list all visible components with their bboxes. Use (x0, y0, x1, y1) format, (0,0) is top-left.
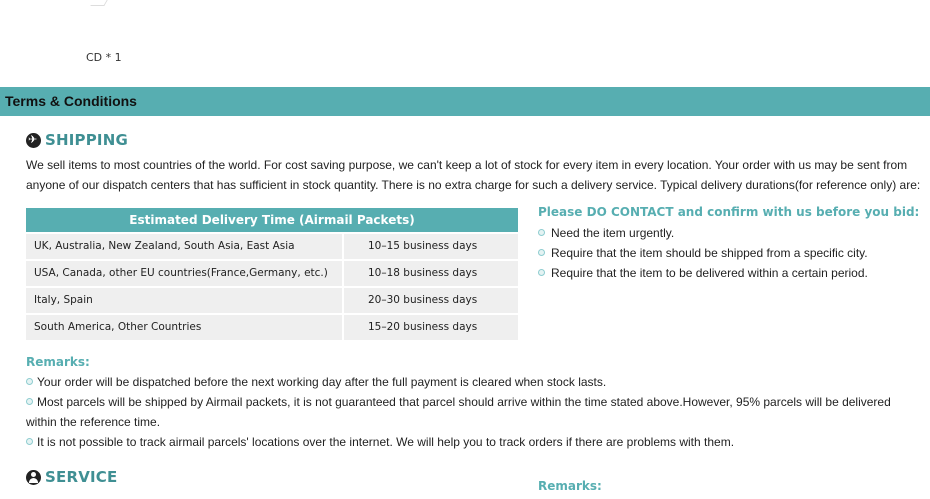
shipping-heading (26, 131, 128, 149)
list-item (26, 432, 916, 452)
region-cell: South America, Other Countries (26, 315, 342, 340)
time-cell: 10–15 business days (344, 234, 518, 259)
bullet-icon (538, 269, 545, 276)
shipping-remarks (26, 354, 916, 452)
time-cell: 20–30 business days (344, 288, 518, 313)
service-title: SERVICE (45, 468, 118, 486)
terms-title: Terms & Conditions (5, 93, 137, 109)
list-item (26, 372, 916, 392)
list-item-text: Most parcels will be shipped by Airmail packets, it is not guaranteed that parcel should arrive within the time stated above.However, 95% parcels will be delivered within the reference time. (26, 395, 891, 429)
support-person-icon (26, 470, 41, 485)
table-row (26, 288, 518, 313)
service-remarks-title: Remarks: (538, 479, 602, 493)
bullet-icon (538, 229, 545, 236)
time-cell: 10–18 business days (344, 261, 518, 286)
shipping-title: SHIPPING (45, 131, 128, 149)
region-cell: USA, Canada, other EU countries(France,Germany, etc.) (26, 261, 342, 286)
delivery-table (26, 208, 518, 340)
table-row (26, 315, 518, 340)
terms-header-bar (0, 87, 930, 116)
list-item-text: It is not possible to track airmail parcels' locations over the internet. We will help you to track orders if there are problems with them. (37, 435, 735, 449)
bullet-icon (26, 438, 33, 445)
remarks-list (26, 372, 916, 452)
package-contents: CD * 1 (86, 51, 122, 64)
contact-title: Please DO CONTACT and confirm with us before you bid: (538, 205, 920, 219)
service-heading (26, 468, 117, 486)
bullet-icon (538, 249, 545, 256)
list-item-text: Your order will be dispatched before the next working day after the full payment is cleared when stock lasts. (37, 375, 607, 389)
bullet-icon (26, 378, 33, 385)
delivery-table-header: Estimated Delivery Time (Airmail Packets) (26, 208, 518, 232)
bullet-icon (26, 398, 33, 405)
time-cell: 15–20 business days (344, 315, 518, 340)
list-item-text: Need the item urgently. (551, 226, 675, 240)
remarks-title: Remarks: (26, 355, 90, 369)
shipping-intro: We sell items to most countries of the world. For cost saving purpose, we can't keep a lot of stock for every item in every location. Your order with us may be sent from anyone of our dispatch centers that has sufficient in stock quantity. There is no extra charge for such a delivery service. Typical delivery durations(for reference only) are: (26, 158, 921, 192)
table-row (26, 261, 518, 286)
contact-notice (538, 205, 919, 283)
list-item (538, 263, 919, 283)
image-fragment (90, 0, 107, 6)
airplane-icon: ✈ (26, 133, 41, 148)
list-item (26, 392, 916, 432)
region-cell: UK, Australia, New Zealand, South Asia, East Asia (26, 234, 342, 259)
list-item-text: Require that the item to be delivered within a certain period. (551, 266, 868, 280)
list-item (538, 223, 919, 243)
contact-list (538, 223, 919, 283)
region-cell: Italy, Spain (26, 288, 342, 313)
table-row (26, 234, 518, 259)
list-item (538, 243, 919, 263)
list-item-text: Require that the item should be shipped from a specific city. (551, 246, 868, 260)
